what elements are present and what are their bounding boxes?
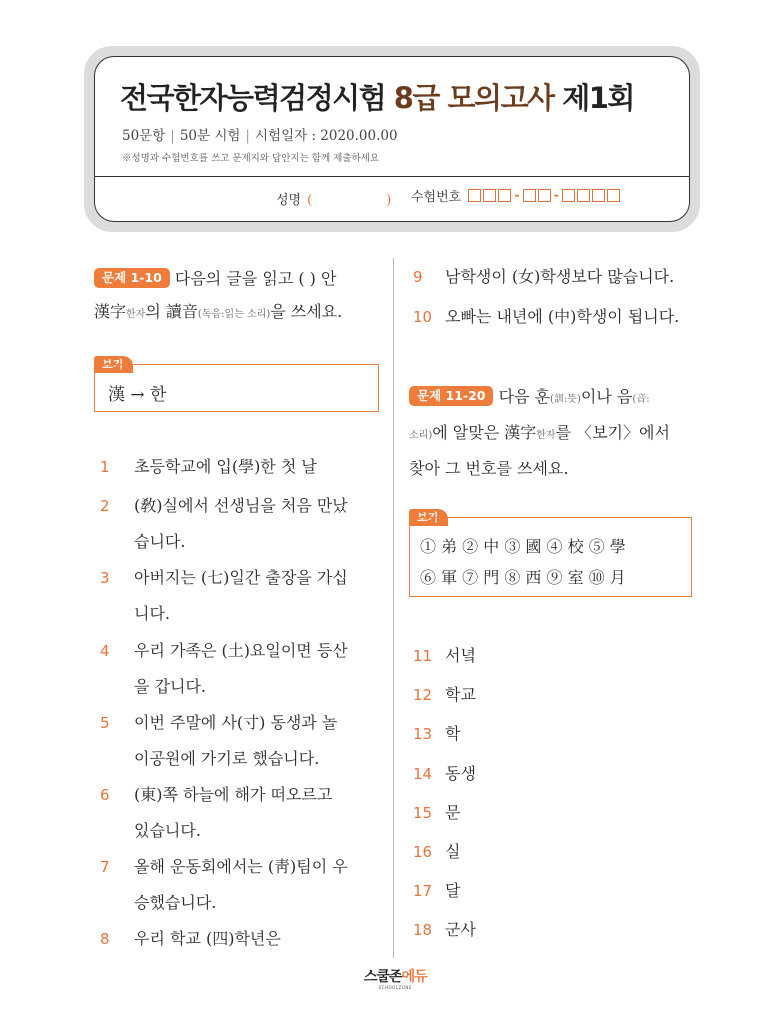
- question-text: [134, 449, 317, 485]
- question-number: 12: [413, 686, 433, 705]
- exam-number-field: [411, 186, 622, 205]
- question-item: [100, 488, 348, 560]
- question-text: 서녘: [445, 646, 476, 665]
- column-divider: [393, 258, 394, 958]
- question-text-line: 우리 가족은 (土)요일이면 등산: [134, 641, 348, 660]
- section1-instructions: [94, 262, 384, 331]
- submission-note: ※성명과 수험번호를 쓰고 문제지와 답안지는 함께 제출하세요: [122, 153, 380, 164]
- meta-date: 시험일자 : 2020.00.00: [254, 128, 398, 144]
- question-number: 7: [100, 858, 110, 876]
- question-text: 학교: [445, 685, 476, 705]
- logo-accent: 에듀: [401, 969, 427, 985]
- reading-note: (訓:뜻): [550, 394, 581, 405]
- question-number: 3: [100, 569, 110, 587]
- question-text-line: 오빠는 내년에 (中)학생이 됩니다.: [445, 307, 680, 326]
- exam-number-label: 수험번호: [411, 190, 462, 205]
- hanja-term: 讀音: [165, 302, 198, 321]
- instruction-line: 찾아 그 번호를 쓰세요.: [409, 459, 569, 478]
- question-number: 6: [100, 786, 110, 804]
- question-item: [413, 638, 476, 674]
- question-item: [100, 705, 337, 777]
- meta-separator: |: [170, 128, 175, 144]
- example-label: 보기: [94, 356, 133, 373]
- question-text-line: 우리 학교 (四)학년은: [134, 929, 281, 948]
- reading-note: (독음:읽는 소리): [197, 309, 271, 320]
- question-text-line: 을 갑니다.: [134, 677, 206, 696]
- question-item: [413, 795, 460, 831]
- exam-digit-box[interactable]: [483, 189, 496, 202]
- title-round: 제1회: [553, 81, 634, 115]
- question-range-badge: 문제 11-20: [409, 386, 493, 406]
- question-number: 8: [100, 930, 110, 948]
- question-item: [413, 716, 460, 752]
- publisher-logo: [364, 970, 427, 990]
- question-item: [100, 777, 332, 849]
- exam-digit-box[interactable]: [562, 189, 575, 202]
- question-text: 학: [445, 724, 461, 744]
- exam-number-boxes[interactable]: [468, 188, 622, 203]
- question-text-line: 니다.: [134, 604, 170, 623]
- question-text-line: 있습니다.: [134, 821, 201, 840]
- name-field[interactable]: [276, 189, 397, 208]
- question-text: [134, 777, 332, 849]
- instruction-text: 를 〈보기〉에서: [555, 423, 670, 442]
- question-text-line: 올해 운동회에서는 (靑)팀이 우: [134, 857, 348, 876]
- question-text-line: 승했습니다.: [134, 893, 217, 912]
- instruction-text: 의: [145, 302, 166, 321]
- meta-questions: 50문항: [122, 128, 166, 144]
- question-number: 18: [413, 921, 433, 940]
- exam-digit-box[interactable]: [607, 189, 620, 202]
- question-number: 11: [413, 647, 433, 665]
- exam-digit-box[interactable]: [577, 189, 590, 202]
- question-text: 문: [445, 802, 461, 822]
- meta-duration: 50분 시험: [179, 128, 241, 144]
- question-text: 동생: [445, 763, 476, 783]
- question-text: 실: [445, 842, 461, 861]
- question-text: [134, 488, 348, 560]
- question-number: 2: [100, 497, 110, 515]
- exam-digit-box[interactable]: [468, 189, 481, 202]
- hanja-term: 漢字: [94, 302, 127, 321]
- instruction-text: 을 쓰세요.: [270, 302, 343, 321]
- question-item: [413, 299, 679, 335]
- title-grade: 8급 모의고사: [393, 81, 554, 115]
- question-number: 5: [100, 714, 110, 732]
- choice-line-2: ⑥ 軍 ⑦ 門 ⑧ 西 ⑨ 室 ⑩ 月: [420, 568, 626, 587]
- question-number: 14: [413, 764, 433, 783]
- question-text: 군사: [445, 920, 476, 940]
- reading-note: 소리): [409, 430, 433, 441]
- question-number: 15: [413, 803, 433, 822]
- question-text: 달: [445, 881, 461, 901]
- exam-digit-box[interactable]: [592, 189, 605, 202]
- question-text: [134, 921, 281, 957]
- logo-sub: SCHOOLZONE: [378, 985, 412, 990]
- question-number: 16: [413, 843, 433, 861]
- question-item: [413, 873, 460, 909]
- question-text: [134, 705, 337, 777]
- name-label: 성명: [276, 193, 302, 208]
- question-number: 10: [413, 308, 433, 326]
- question-item: [100, 449, 317, 485]
- question-text-line: (敎)실에서 선생님을 처음 만났: [134, 496, 348, 515]
- question-number: 1: [100, 458, 110, 476]
- example-label: 보기: [409, 509, 448, 526]
- reading-note: (音:: [632, 394, 650, 405]
- title-main: 전국한자능력검정시험: [120, 81, 394, 115]
- choice-line-1: ① 弟 ② 中 ③ 國 ④ 校 ⑤ 學: [420, 537, 626, 556]
- question-text-line: 남학생이 (女)학생보다 많습니다.: [445, 267, 675, 286]
- question-item: [100, 849, 348, 921]
- header-divider: [95, 176, 689, 177]
- section2-instructions: [409, 380, 699, 485]
- question-text: [134, 849, 348, 921]
- page-title: [120, 76, 634, 117]
- question-text-line: 초등학교에 입(學)한 첫 날: [134, 457, 317, 476]
- question-text: [445, 299, 679, 335]
- instruction-text: 이나 음: [580, 387, 633, 406]
- question-item: [100, 633, 348, 705]
- question-item: [413, 677, 476, 713]
- exam-digit-box[interactable]: [538, 189, 551, 202]
- question-text-line: (東)쪽 하늘에 해가 떠오르고: [134, 785, 333, 804]
- question-text-line: 아버지는 (七)일간 출장을 가십: [134, 568, 348, 587]
- meta-separator: |: [245, 128, 250, 144]
- question-text-line: 이공원에 가기로 했습니다.: [134, 749, 320, 768]
- exam-number-dash: -: [553, 188, 560, 203]
- question-text: [134, 633, 348, 705]
- question-item: [413, 756, 476, 792]
- question-item: [413, 259, 674, 295]
- question-number: 9: [413, 268, 423, 286]
- question-item: [100, 560, 348, 632]
- instruction-line: 다음의 글을 읽고 ( ) 안: [174, 269, 337, 288]
- logo-main: 스쿨존: [364, 969, 402, 985]
- reading-note: 한자: [126, 309, 146, 320]
- exam-meta: [122, 124, 398, 144]
- question-text: [445, 259, 674, 295]
- example-text: 漢 → 한: [108, 385, 167, 405]
- exam-digit-box[interactable]: [498, 189, 511, 202]
- question-text-line: 습니다.: [134, 532, 186, 551]
- question-text-line: 이번 주말에 사(寸) 동생과 놀: [134, 713, 338, 732]
- question-item: [413, 834, 460, 870]
- name-paren-open: (: [307, 193, 313, 208]
- name-paren-close: ): [386, 193, 392, 208]
- question-number: 4: [100, 642, 110, 660]
- question-text: [134, 560, 348, 632]
- question-number: 17: [413, 882, 433, 901]
- question-number: 13: [413, 725, 433, 744]
- question-item: [413, 912, 476, 948]
- exam-digit-box[interactable]: [523, 189, 536, 202]
- exam-number-dash: -: [514, 188, 520, 203]
- instruction-text: 에 알맞은 漢字: [432, 423, 537, 442]
- instruction-text: 다음 훈: [498, 387, 551, 406]
- question-item: [100, 921, 281, 957]
- question-range-badge: 문제 1-10: [94, 268, 170, 288]
- reading-note: 한자: [536, 430, 556, 441]
